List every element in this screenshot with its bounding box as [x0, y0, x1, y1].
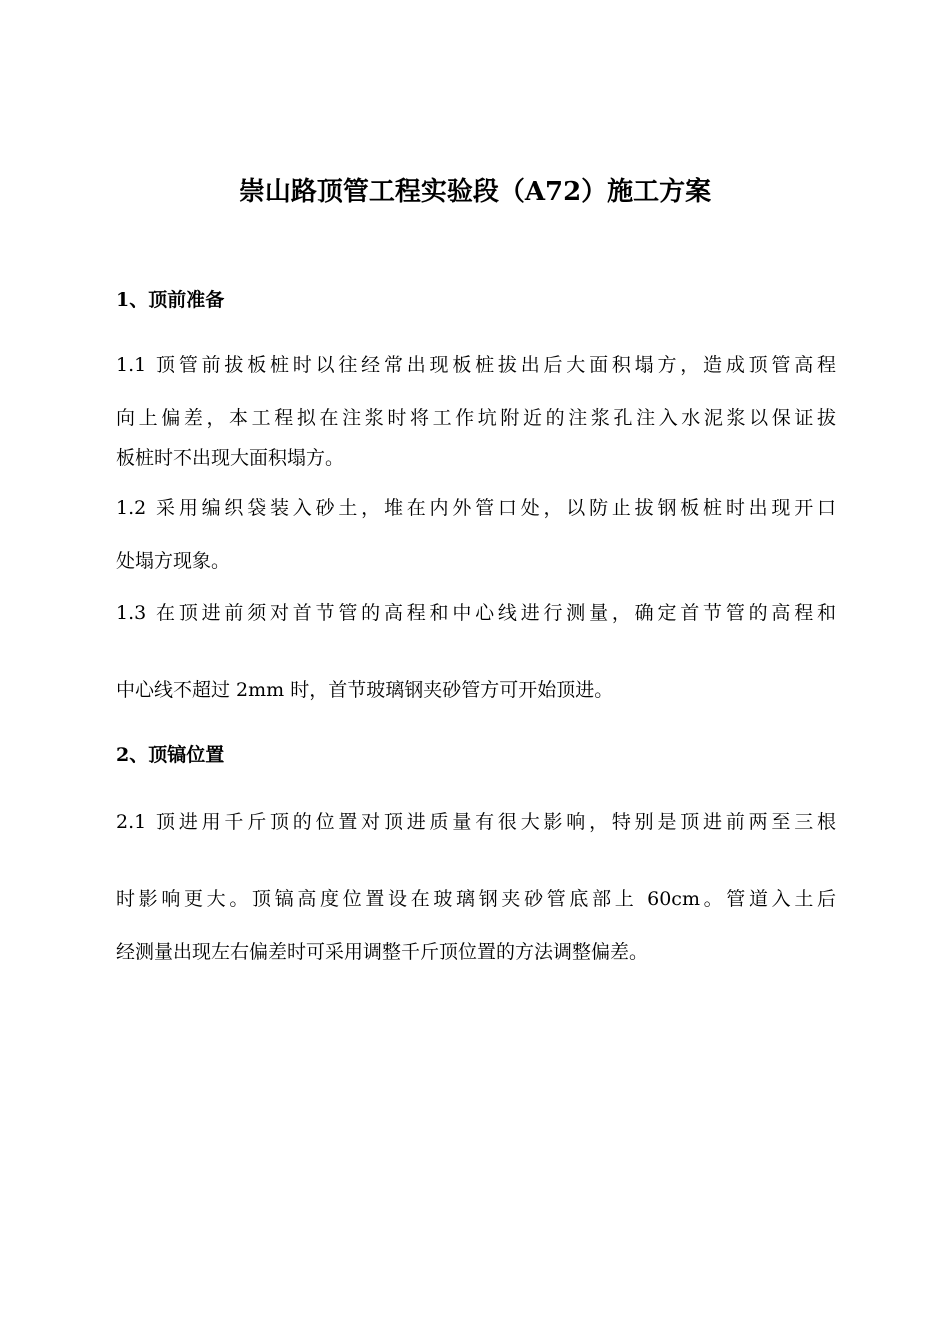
paragraph-line: 经测量出现左右偏差时可采用调整千斤顶位置的方法调整偏差。 [116, 941, 649, 963]
paragraph-line: 1.2 采用编织袋装入砂土，堆在内外管口处，以防止拔钢板桩时出现开口 [116, 497, 836, 519]
paragraph-line: 2.1 顶进用千斤顶的位置对顶进质量有很大影响，特别是顶进前两至三根 [116, 811, 836, 833]
paragraph-line: 1.3 在顶进前须对首节管的高程和中心线进行测量，确定首节管的高程和 [116, 602, 836, 624]
section-heading-2: 2、顶镐位置 [116, 744, 225, 766]
document-title: 崇山路顶管工程实验段（A72）施工方案 [238, 177, 712, 207]
paragraph-line: 中心线不超过 2mm 时，首节玻璃钢夹砂管方可开始顶进。 [116, 679, 614, 701]
paragraph-line: 1.1 顶管前拔板桩时以往经常出现板桩拔出后大面积塌方，造成顶管高程 [116, 354, 836, 376]
paragraph-line: 向上偏差，本工程拟在注浆时将工作坑附近的注浆孔注入水泥浆以保证拔 [116, 407, 836, 429]
section-heading-1: 1、顶前准备 [116, 289, 225, 311]
paragraph-line: 处塌方现象。 [116, 550, 231, 572]
paragraph-line: 时影响更大。顶镐高度位置设在玻璃钢夹砂管底部上 60cm。管道入土后 [116, 888, 836, 910]
paragraph-line: 板桩时不出现大面积塌方。 [116, 447, 345, 469]
